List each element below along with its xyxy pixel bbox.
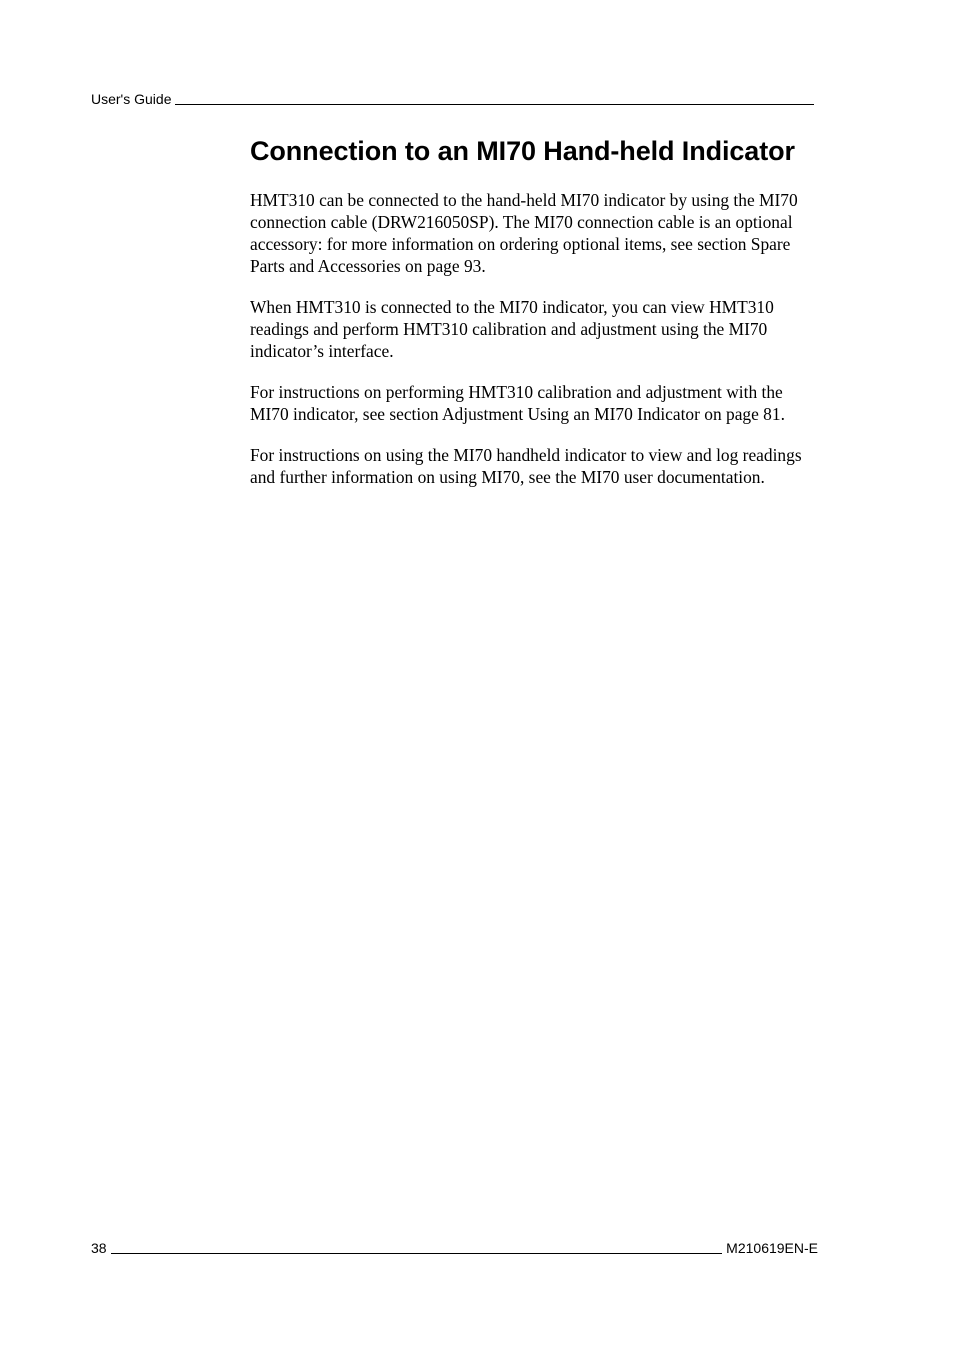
header-rule xyxy=(175,104,814,105)
document-code: M210619EN-E xyxy=(726,1240,818,1256)
paragraph-2: When HMT310 is connected to the MI70 indicator, you can view HMT310 readings and perform HMT310 calibration and adjustment using the MI70 indicator’s interface. xyxy=(250,297,774,361)
paragraph-4: For instructions on using the MI70 handheld indicator to view and log readings and further information on using MI70, see the MI70 user documentation. xyxy=(250,445,802,487)
page-number: 38 xyxy=(91,1240,107,1256)
page-header xyxy=(91,91,814,108)
header-title: User's Guide xyxy=(91,91,172,107)
section-heading: Connection to an MI70 Hand-held Indicator xyxy=(250,136,795,166)
paragraph-1: HMT310 can be connected to the hand-held MI70 indicator by using the MI70 connection cable (DRW216050SP). The MI70 connection cable is an optional accessory: for more information on ordering optional items, see section Spare Parts and Accessories on page 93. xyxy=(250,190,798,276)
page-footer xyxy=(91,1240,818,1257)
footer-rule xyxy=(111,1253,723,1254)
main-content xyxy=(250,135,816,507)
paragraph-3: For instructions on performing HMT310 calibration and adjustment with the MI70 indicator, see section Adjustment Using an MI70 Indicator on page 81. xyxy=(250,382,785,424)
